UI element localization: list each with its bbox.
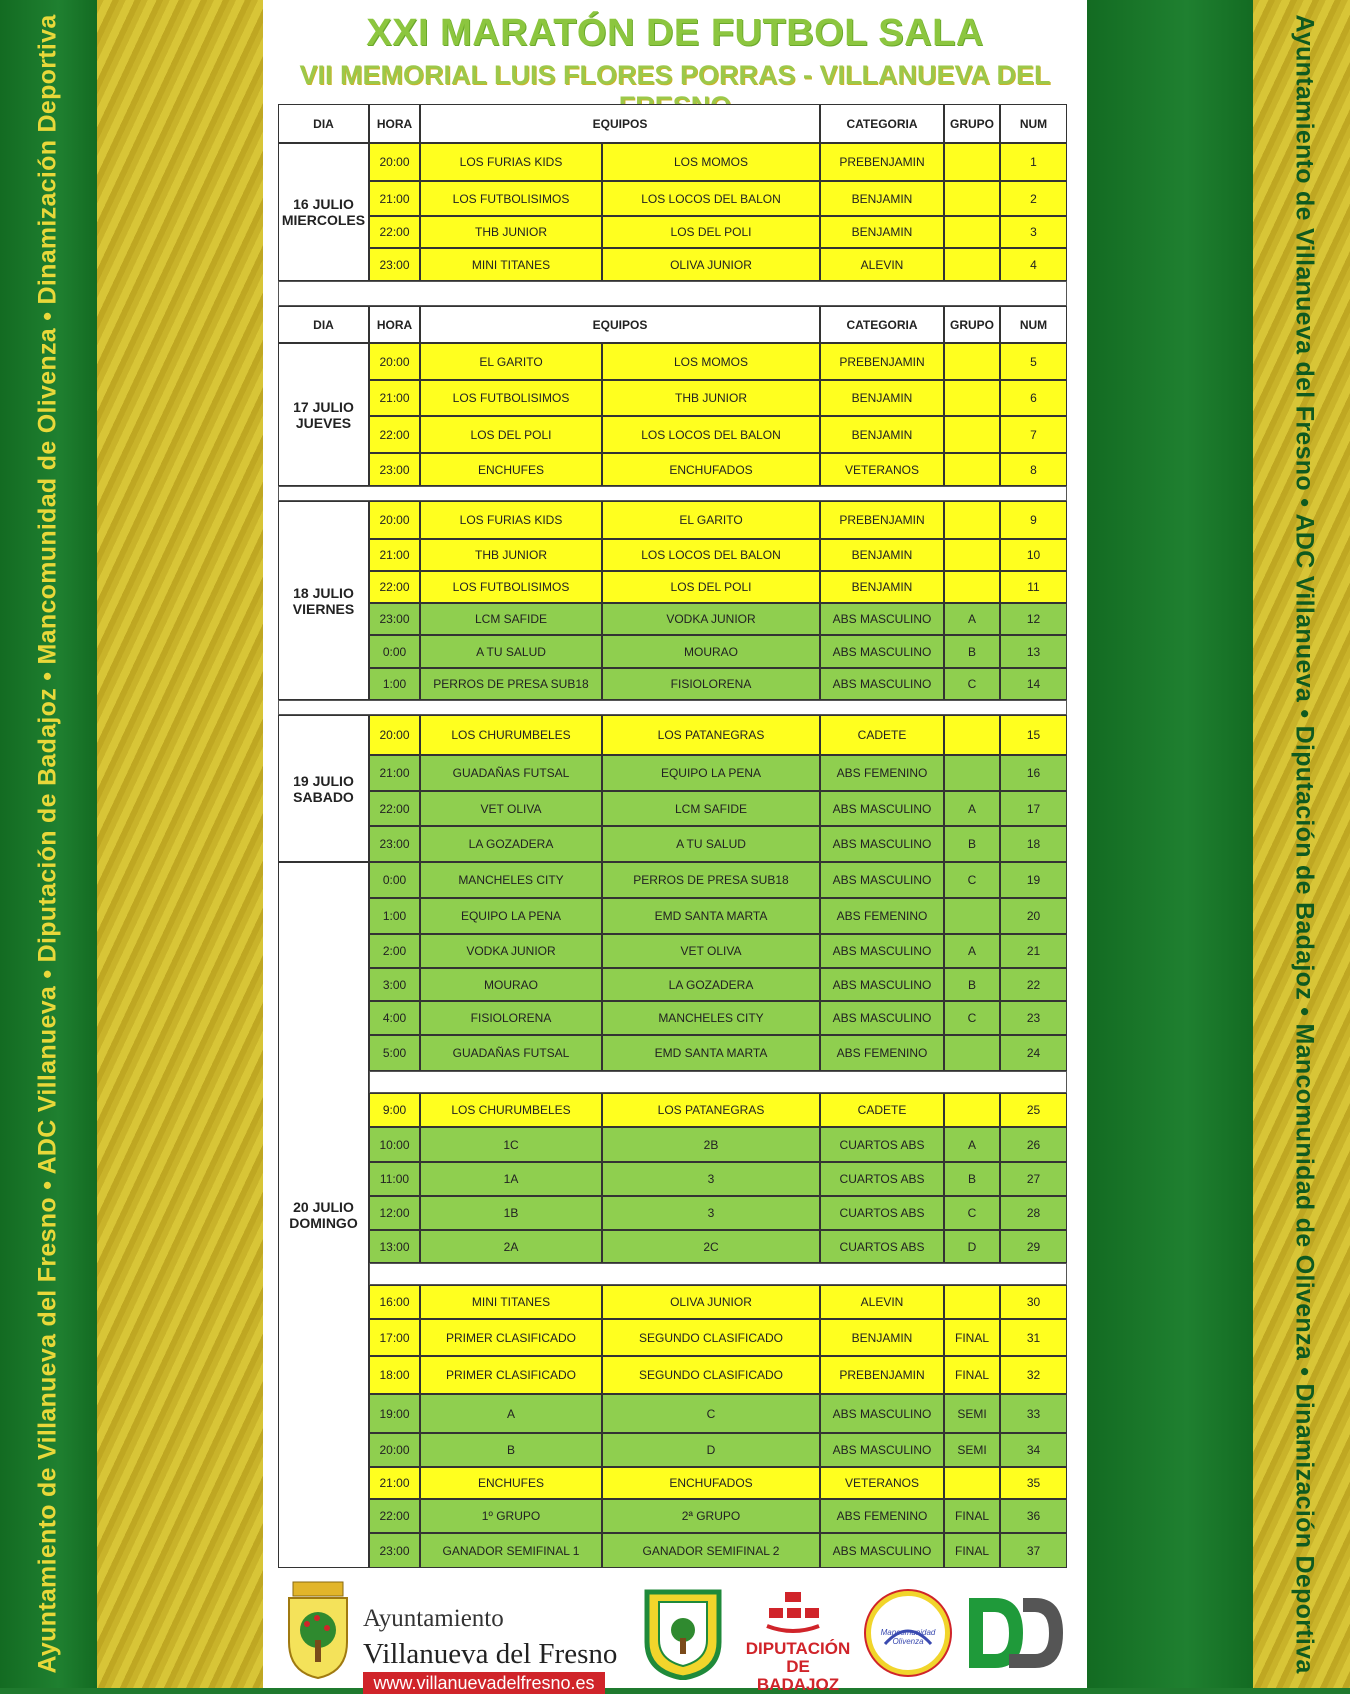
match-team-away: LOS LOCOS DEL BALON bbox=[602, 416, 820, 453]
match-grupo: FINAL bbox=[944, 1319, 1000, 1356]
match-grupo: D bbox=[944, 1230, 1000, 1263]
match-num: 35 bbox=[1000, 1467, 1067, 1499]
match-categoria: ABS MASCULINO bbox=[820, 1533, 944, 1568]
match-categoria: PREBENJAMIN bbox=[820, 143, 944, 181]
match-team-home: GUADAÑAS FUTSAL bbox=[420, 1035, 602, 1071]
day-date: 19 JULIO bbox=[293, 772, 354, 789]
match-grupo bbox=[944, 1035, 1000, 1071]
match-team-home: LOS FURIAS KIDS bbox=[420, 143, 602, 181]
match-categoria: ABS MASCULINO bbox=[820, 603, 944, 635]
match-grupo bbox=[944, 539, 1000, 571]
match-grupo bbox=[944, 1285, 1000, 1319]
match-team-away: EMD SANTA MARTA bbox=[602, 1035, 820, 1071]
match-grupo: SEMI bbox=[944, 1433, 1000, 1467]
match-team-away: LCM SAFIDE bbox=[602, 791, 820, 826]
header-hora: HORA bbox=[369, 306, 420, 343]
header-categoria: CATEGORIA bbox=[820, 104, 944, 143]
match-team-home: FISIOLORENA bbox=[420, 1001, 602, 1035]
match-categoria: PREBENJAMIN bbox=[820, 1356, 944, 1394]
match-team-home: EQUIPO LA PENA bbox=[420, 898, 602, 934]
mancomunidad-label: Mancomunidad Olivenza bbox=[880, 1628, 936, 1646]
header-equipos: EQUIPOS bbox=[420, 306, 820, 343]
match-grupo bbox=[944, 571, 1000, 603]
match-categoria: CUARTOS ABS bbox=[820, 1127, 944, 1162]
match-team-home: ENCHUFES bbox=[420, 1467, 602, 1499]
day-date: 20 JULIO bbox=[293, 1199, 354, 1215]
header-hora: HORA bbox=[369, 104, 420, 143]
match-hora: 4:00 bbox=[369, 1001, 420, 1035]
match-categoria: PREBENJAMIN bbox=[820, 343, 944, 380]
match-grupo bbox=[944, 453, 1000, 486]
match-team-home: LOS FURIAS KIDS bbox=[420, 501, 602, 539]
match-num: 33 bbox=[1000, 1394, 1067, 1433]
match-team-home: LOS CHURUMBELES bbox=[420, 715, 602, 755]
header-num: NUM bbox=[1000, 104, 1067, 143]
section-separator bbox=[278, 281, 1067, 306]
page-subtitle: VII MEMORIAL LUIS FLORES PORRAS - VILLANUEVA DEL bbox=[299, 60, 1051, 90]
match-num: 37 bbox=[1000, 1533, 1067, 1568]
match-team-home: 1A bbox=[420, 1162, 602, 1196]
match-categoria: ABS MASCULINO bbox=[820, 968, 944, 1001]
match-categoria: BENJAMIN bbox=[820, 216, 944, 248]
match-hora: 1:00 bbox=[369, 668, 420, 700]
header-num: NUM bbox=[1000, 306, 1067, 343]
match-grupo bbox=[944, 1467, 1000, 1499]
match-categoria: BENJAMIN bbox=[820, 571, 944, 603]
right-green-band bbox=[1087, 0, 1253, 1688]
match-num: 31 bbox=[1000, 1319, 1067, 1356]
match-categoria: ALEVIN bbox=[820, 248, 944, 281]
match-grupo: C bbox=[944, 862, 1000, 898]
match-hora: 21:00 bbox=[369, 181, 420, 216]
match-categoria: ABS FEMENINO bbox=[820, 1035, 944, 1071]
villanueva-shield-icon bbox=[281, 1580, 355, 1680]
match-categoria: ABS MASCULINO bbox=[820, 1001, 944, 1035]
match-team-home: 2A bbox=[420, 1230, 602, 1263]
match-team-away: FISIOLORENA bbox=[602, 668, 820, 700]
match-team-away: EQUIPO LA PENA bbox=[602, 755, 820, 791]
match-team-home: MANCHELES CITY bbox=[420, 862, 602, 898]
match-hora: 20:00 bbox=[369, 715, 420, 755]
match-num: 1 bbox=[1000, 143, 1067, 181]
match-categoria: BENJAMIN bbox=[820, 539, 944, 571]
match-categoria: BENJAMIN bbox=[820, 380, 944, 416]
match-categoria: ABS MASCULINO bbox=[820, 791, 944, 826]
match-team-home: EL GARITO bbox=[420, 343, 602, 380]
match-team-home: 1B bbox=[420, 1196, 602, 1230]
match-num: 18 bbox=[1000, 826, 1067, 862]
day-date: 17 JULIO bbox=[293, 398, 354, 415]
match-hora: 20:00 bbox=[369, 501, 420, 539]
match-team-away: OLIVA JUNIOR bbox=[602, 1285, 820, 1319]
match-categoria: VETERANOS bbox=[820, 1467, 944, 1499]
match-hora: 22:00 bbox=[369, 571, 420, 603]
match-grupo bbox=[944, 343, 1000, 380]
match-grupo: B bbox=[944, 826, 1000, 862]
match-categoria: BENJAMIN bbox=[820, 181, 944, 216]
match-team-home: VET OLIVA bbox=[420, 791, 602, 826]
match-num: 26 bbox=[1000, 1127, 1067, 1162]
dinamizacion-deportiva-dd-icon bbox=[965, 1592, 1075, 1674]
match-team-away: THB JUNIOR bbox=[602, 380, 820, 416]
match-team-home: PRIMER CLASIFICADO bbox=[420, 1319, 602, 1356]
match-team-home: THB JUNIOR bbox=[420, 216, 602, 248]
match-team-away: LA GOZADERA bbox=[602, 968, 820, 1001]
day-label bbox=[278, 143, 369, 281]
match-num: 25 bbox=[1000, 1093, 1067, 1127]
match-team-away: LOS PATANEGRAS bbox=[602, 715, 820, 755]
match-hora: 10:00 bbox=[369, 1127, 420, 1162]
match-num: 13 bbox=[1000, 635, 1067, 668]
match-num: 11 bbox=[1000, 571, 1067, 603]
match-hora: 20:00 bbox=[369, 143, 420, 181]
match-num: 24 bbox=[1000, 1035, 1067, 1071]
match-team-home: LOS FUTBOLISIMOS bbox=[420, 380, 602, 416]
match-num: 19 bbox=[1000, 862, 1067, 898]
match-hora: 22:00 bbox=[369, 1499, 420, 1533]
match-categoria: CUARTOS ABS bbox=[820, 1196, 944, 1230]
match-team-home: THB JUNIOR bbox=[420, 539, 602, 571]
match-grupo bbox=[944, 216, 1000, 248]
match-team-home: LOS DEL POLI bbox=[420, 416, 602, 453]
match-num: 15 bbox=[1000, 715, 1067, 755]
match-grupo: A bbox=[944, 603, 1000, 635]
match-categoria: CADETE bbox=[820, 1093, 944, 1127]
match-team-away: EL GARITO bbox=[602, 501, 820, 539]
match-team-away: A TU SALUD bbox=[602, 826, 820, 862]
match-team-home: MINI TITANES bbox=[420, 248, 602, 281]
match-grupo: C bbox=[944, 1196, 1000, 1230]
match-num: 8 bbox=[1000, 453, 1067, 486]
match-categoria: ABS MASCULINO bbox=[820, 934, 944, 968]
match-hora: 23:00 bbox=[369, 248, 420, 281]
match-grupo bbox=[944, 416, 1000, 453]
match-grupo bbox=[944, 380, 1000, 416]
match-team-home: 1º GRUPO bbox=[420, 1499, 602, 1533]
match-num: 22 bbox=[1000, 968, 1067, 1001]
match-team-away: OLIVA JUNIOR bbox=[602, 248, 820, 281]
match-team-away: PERROS DE PRESA SUB18 bbox=[602, 862, 820, 898]
match-team-away: VET OLIVA bbox=[602, 934, 820, 968]
match-hora: 0:00 bbox=[369, 635, 420, 668]
match-team-away: LOS PATANEGRAS bbox=[602, 1093, 820, 1127]
match-team-home: A TU SALUD bbox=[420, 635, 602, 668]
left-side-text: Ayuntamiento de Villanueva del Fresno • ADC Villanueva • Diputación de Badajoz • Mancomunidad de Olivenza • Dinamización Deportiva bbox=[33, 14, 62, 1674]
match-team-away: 3 bbox=[602, 1196, 820, 1230]
match-num: 2 bbox=[1000, 181, 1067, 216]
match-team-away: LOS MOMOS bbox=[602, 343, 820, 380]
match-team-home: PRIMER CLASIFICADO bbox=[420, 1356, 602, 1394]
match-team-home: LCM SAFIDE bbox=[420, 603, 602, 635]
section-separator bbox=[369, 1071, 1067, 1093]
match-team-away: C bbox=[602, 1394, 820, 1433]
match-grupo bbox=[944, 501, 1000, 539]
match-hora: 23:00 bbox=[369, 603, 420, 635]
match-grupo: B bbox=[944, 635, 1000, 668]
day-label bbox=[278, 343, 369, 486]
header-categoria: CATEGORIA bbox=[820, 306, 944, 343]
match-categoria: ABS MASCULINO bbox=[820, 668, 944, 700]
match-grupo: A bbox=[944, 934, 1000, 968]
match-num: 32 bbox=[1000, 1356, 1067, 1394]
day-weekday: MIERCOLES bbox=[281, 212, 366, 228]
match-num: 21 bbox=[1000, 934, 1067, 968]
day-label bbox=[278, 501, 369, 700]
match-num: 10 bbox=[1000, 539, 1067, 571]
match-grupo: B bbox=[944, 1162, 1000, 1196]
day-weekday: JUEVES bbox=[295, 414, 352, 431]
match-categoria: VETERANOS bbox=[820, 453, 944, 486]
day-weekday: SABADO bbox=[293, 788, 354, 805]
match-hora: 20:00 bbox=[369, 343, 420, 380]
match-team-home: 1C bbox=[420, 1127, 602, 1162]
match-num: 14 bbox=[1000, 668, 1067, 700]
match-hora: 0:00 bbox=[369, 862, 420, 898]
match-team-away: LOS DEL POLI bbox=[602, 571, 820, 603]
match-categoria: ABS MASCULINO bbox=[820, 1433, 944, 1467]
match-num: 30 bbox=[1000, 1285, 1067, 1319]
match-team-away: SEGUNDO CLASIFICADO bbox=[602, 1356, 820, 1394]
match-grupo: FINAL bbox=[944, 1533, 1000, 1568]
match-team-away: GANADOR SEMIFINAL 2 bbox=[602, 1533, 820, 1568]
match-grupo bbox=[944, 1093, 1000, 1127]
match-categoria: ABS MASCULINO bbox=[820, 635, 944, 668]
match-grupo bbox=[944, 755, 1000, 791]
match-hora: 22:00 bbox=[369, 416, 420, 453]
match-grupo bbox=[944, 898, 1000, 934]
match-num: 27 bbox=[1000, 1162, 1067, 1196]
match-hora: 12:00 bbox=[369, 1196, 420, 1230]
adc-villanueva-badge-icon bbox=[643, 1588, 723, 1680]
match-num: 28 bbox=[1000, 1196, 1067, 1230]
match-categoria: ABS MASCULINO bbox=[820, 862, 944, 898]
diputacion-label: DIPUTACIÓN DE BADAJOZ bbox=[745, 1639, 851, 1694]
match-num: 9 bbox=[1000, 501, 1067, 539]
match-grupo: FINAL bbox=[944, 1499, 1000, 1533]
match-team-away: LOS DEL POLI bbox=[602, 216, 820, 248]
match-team-away: 2ª GRUPO bbox=[602, 1499, 820, 1533]
match-grupo bbox=[944, 181, 1000, 216]
day-date: 18 JULIO bbox=[293, 584, 354, 601]
match-grupo bbox=[944, 715, 1000, 755]
match-grupo: C bbox=[944, 668, 1000, 700]
match-grupo: C bbox=[944, 1001, 1000, 1035]
right-side-text: Ayuntamiento de Villanueva del Fresno • ADC Villanueva • Diputación de Badajoz • Mancomunidad de Olivenza • Dinamización Deportiva bbox=[1290, 14, 1319, 1674]
page-title: XXI MARATÓN DE FUTBOL SALA bbox=[366, 12, 984, 54]
match-hora: 20:00 bbox=[369, 1433, 420, 1467]
match-categoria: CUARTOS ABS bbox=[820, 1162, 944, 1196]
match-team-home: ENCHUFES bbox=[420, 453, 602, 486]
match-grupo: A bbox=[944, 1127, 1000, 1162]
match-hora: 3:00 bbox=[369, 968, 420, 1001]
header-dia: DIA bbox=[278, 104, 369, 143]
match-hora: 17:00 bbox=[369, 1319, 420, 1356]
match-hora: 16:00 bbox=[369, 1285, 420, 1319]
header-grupo: GRUPO bbox=[944, 306, 1000, 343]
match-team-away: EMD SANTA MARTA bbox=[602, 898, 820, 934]
match-categoria: ABS MASCULINO bbox=[820, 826, 944, 862]
match-hora: 11:00 bbox=[369, 1162, 420, 1196]
header-grupo: GRUPO bbox=[944, 104, 1000, 143]
match-categoria: ABS FEMENINO bbox=[820, 1499, 944, 1533]
match-categoria: CADETE bbox=[820, 715, 944, 755]
match-hora: 18:00 bbox=[369, 1356, 420, 1394]
match-team-away: 2C bbox=[602, 1230, 820, 1263]
left-gold-band bbox=[97, 0, 263, 1688]
match-hora: 21:00 bbox=[369, 539, 420, 571]
match-categoria: ALEVIN bbox=[820, 1285, 944, 1319]
match-team-away: LOS LOCOS DEL BALON bbox=[602, 539, 820, 571]
match-num: 23 bbox=[1000, 1001, 1067, 1035]
match-team-away: LOS LOCOS DEL BALON bbox=[602, 181, 820, 216]
match-hora: 23:00 bbox=[369, 453, 420, 486]
match-team-home: LOS FUTBOLISIMOS bbox=[420, 181, 602, 216]
match-num: 20 bbox=[1000, 898, 1067, 934]
match-team-away: VODKA JUNIOR bbox=[602, 603, 820, 635]
match-team-home: PERROS DE PRESA SUB18 bbox=[420, 668, 602, 700]
match-grupo: A bbox=[944, 791, 1000, 826]
match-hora: 21:00 bbox=[369, 1467, 420, 1499]
match-team-away: D bbox=[602, 1433, 820, 1467]
match-hora: 21:00 bbox=[369, 380, 420, 416]
match-categoria: ABS FEMENINO bbox=[820, 755, 944, 791]
match-num: 7 bbox=[1000, 416, 1067, 453]
match-team-away: MANCHELES CITY bbox=[602, 1001, 820, 1035]
section-separator bbox=[278, 486, 1067, 501]
match-categoria: PREBENJAMIN bbox=[820, 501, 944, 539]
match-num: 5 bbox=[1000, 343, 1067, 380]
day-weekday: DOMINGO bbox=[289, 1215, 358, 1231]
match-num: 17 bbox=[1000, 791, 1067, 826]
match-num: 34 bbox=[1000, 1433, 1067, 1467]
match-hora: 5:00 bbox=[369, 1035, 420, 1071]
match-team-away: 2B bbox=[602, 1127, 820, 1162]
match-grupo: FINAL bbox=[944, 1356, 1000, 1394]
match-grupo bbox=[944, 143, 1000, 181]
match-num: 6 bbox=[1000, 380, 1067, 416]
website-link[interactable]: www.villanuevadelfresno.es bbox=[363, 1672, 605, 1694]
match-team-home: LOS CHURUMBELES bbox=[420, 1093, 602, 1127]
match-categoria: ABS FEMENINO bbox=[820, 898, 944, 934]
match-num: 29 bbox=[1000, 1230, 1067, 1263]
sponsor-logos bbox=[263, 1570, 1087, 1694]
match-team-away: LOS MOMOS bbox=[602, 143, 820, 181]
match-team-home: A bbox=[420, 1394, 602, 1433]
match-team-away: ENCHUFADOS bbox=[602, 1467, 820, 1499]
match-team-away: 3 bbox=[602, 1162, 820, 1196]
match-team-home: B bbox=[420, 1433, 602, 1467]
day-date: 16 JULIO bbox=[293, 196, 354, 212]
match-num: 16 bbox=[1000, 755, 1067, 791]
match-hora: 9:00 bbox=[369, 1093, 420, 1127]
match-hora: 21:00 bbox=[369, 755, 420, 791]
match-categoria: BENJAMIN bbox=[820, 1319, 944, 1356]
match-hora: 13:00 bbox=[369, 1230, 420, 1263]
match-num: 36 bbox=[1000, 1499, 1067, 1533]
match-categoria: ABS MASCULINO bbox=[820, 1394, 944, 1433]
match-categoria: CUARTOS ABS bbox=[820, 1230, 944, 1263]
header-dia: DIA bbox=[278, 306, 369, 343]
match-team-home: VODKA JUNIOR bbox=[420, 934, 602, 968]
match-grupo: SEMI bbox=[944, 1394, 1000, 1433]
match-team-home: GANADOR SEMIFINAL 1 bbox=[420, 1533, 602, 1568]
match-hora: 1:00 bbox=[369, 898, 420, 934]
header-equipos: EQUIPOS bbox=[420, 104, 820, 143]
section-separator bbox=[278, 700, 1067, 715]
day-label bbox=[278, 862, 369, 1568]
match-team-home: MINI TITANES bbox=[420, 1285, 602, 1319]
day-label bbox=[278, 715, 369, 862]
section-separator bbox=[369, 1263, 1067, 1285]
match-team-away: MOURAO bbox=[602, 635, 820, 668]
match-team-home: MOURAO bbox=[420, 968, 602, 1001]
match-hora: 23:00 bbox=[369, 826, 420, 862]
match-hora: 22:00 bbox=[369, 791, 420, 826]
match-team-away: ENCHUFADOS bbox=[602, 453, 820, 486]
match-hora: 22:00 bbox=[369, 216, 420, 248]
day-weekday: VIERNES bbox=[292, 600, 355, 617]
match-team-away: SEGUNDO CLASIFICADO bbox=[602, 1319, 820, 1356]
villanueva-label: Villanueva del Fresno bbox=[363, 1638, 618, 1670]
ayuntamiento-label: Ayuntamiento bbox=[363, 1605, 504, 1632]
match-grupo: B bbox=[944, 968, 1000, 1001]
match-num: 4 bbox=[1000, 248, 1067, 281]
match-categoria: BENJAMIN bbox=[820, 416, 944, 453]
match-team-home: GUADAÑAS FUTSAL bbox=[420, 755, 602, 791]
match-hora: 19:00 bbox=[369, 1394, 420, 1433]
match-num: 12 bbox=[1000, 603, 1067, 635]
match-team-home: LOS FUTBOLISIMOS bbox=[420, 571, 602, 603]
match-num: 3 bbox=[1000, 216, 1067, 248]
match-grupo bbox=[944, 248, 1000, 281]
diputacion-badajoz-icon bbox=[763, 1590, 823, 1636]
schedule-table bbox=[278, 0, 1068, 1688]
match-hora: 2:00 bbox=[369, 934, 420, 968]
match-team-home: LA GOZADERA bbox=[420, 826, 602, 862]
match-hora: 23:00 bbox=[369, 1533, 420, 1568]
